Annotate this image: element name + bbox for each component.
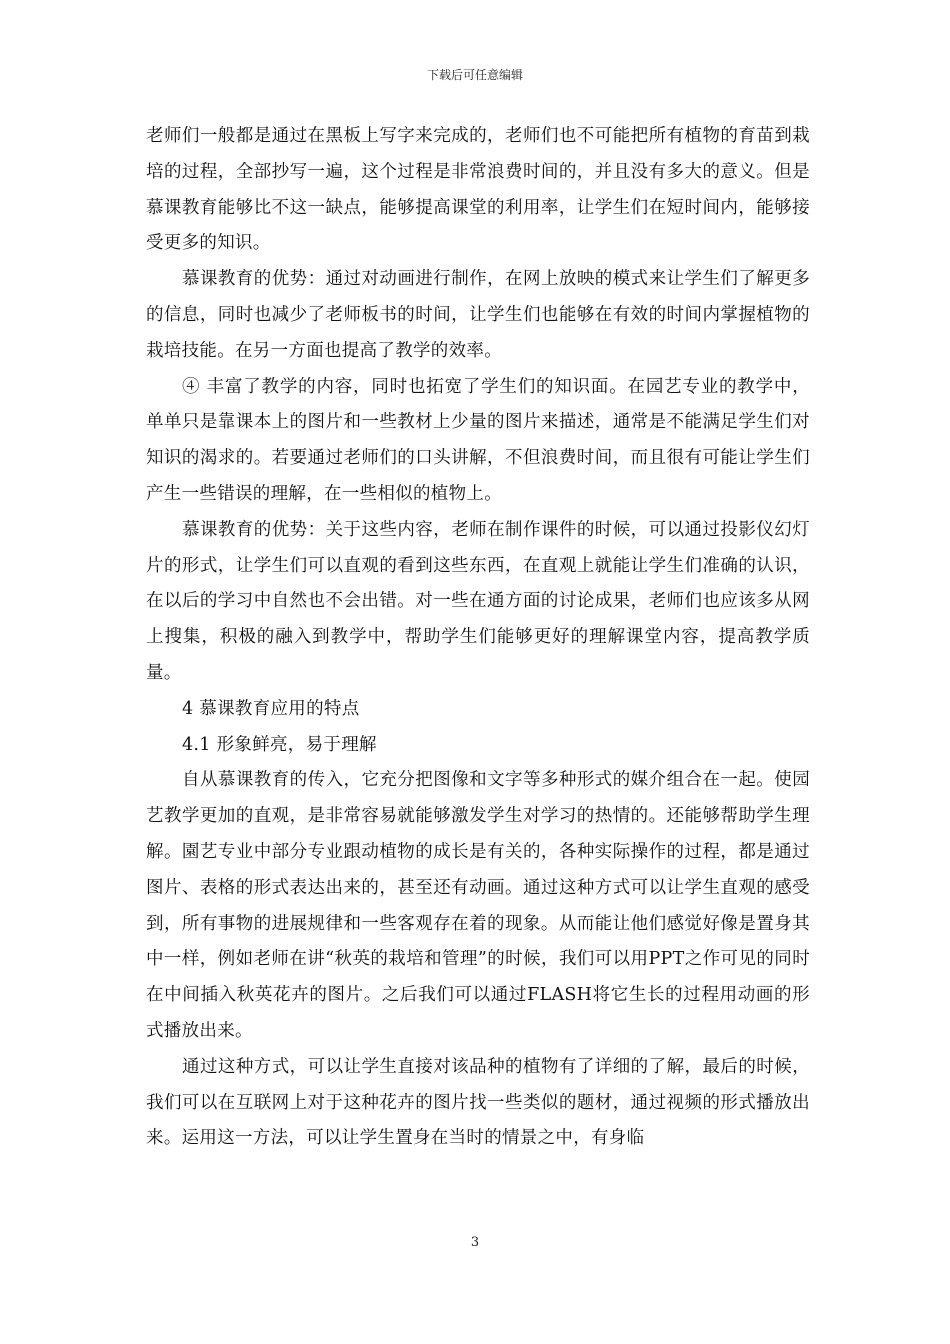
section-heading: 4 慕课教育应用的特点 — [182, 698, 360, 719]
paragraph: 慕课教育的优势：关于这些内容，老师在制作课件的时候，可以通过投影仪幻灯片的形式，让学生们可以直观的看到这些东西，在直观上就能让学生们准确的认识，在以后的学习中自然也不会出错。对一些在通方面的讨论成果，老师们也应该多从网上搜集，积极的融入到教学中，帮助学生们能够更好的理解课堂内容，提高教学质量。 — [146, 519, 810, 683]
subsection-heading: 4.1 形象鲜亮，易于理解 — [182, 734, 377, 755]
page-number: 3 — [470, 1235, 480, 1250]
document-body — [146, 119, 810, 1157]
paragraph: 通过这种方式，可以让学生直接对该品种的植物有了详细的了解，最后的时候，我们可以在互联网上对于这种花卉的图片找一些类似的题材，通过视频的形式播放出来。运用这一方法，可以让学生置身在当时的情景之中，有身临 — [146, 1056, 810, 1149]
paragraph: 慕课教育的优势：通过对动画进行制作，在网上放映的模式来让学生们了解更多的信息，同时也减少了老师板书的时间，让学生们也能够在有效的时间内掌握植物的栽培技能。在另一方面也提高了教学的效率。 — [146, 269, 810, 361]
paragraph: 自从慕课教育的传入，它充分把图像和文字等多种形式的媒介组合在一起。使园艺教学更加的直观，是非常容易就能够激发学生对学习的热情的。还能够帮助学生理解。園艺专业中部分专业跟动植物的成长是有关的，各种实际操作的过程，都是通过图片、表格的形式表达出来的，甚至还有动画。通过这种方式可以让学生直观的感受到，所有事物的进展规律和一些客观存在着的现象。从而能让他们感觉好像是置身其中一样，例如老师在讲“秋英的栽培和管理”的时候，我们可以用PPT之作可见的同时在中间插入秋英花卉的图片。之后我们可以通过FLASH将它生长的过程用动画的形式播放出来。 — [146, 770, 810, 1041]
paragraph: 老师们一般都是通过在黑板上写字来完成的，老师们也不可能把所有植物的育苗到栽培的过程，全部抄写一遍，这个过程是非常浪费时间的，并且没有多大的意义。但是慕课教育能够比不这一缺点，能够提高课堂的利用率，让学生们在短时间内，能够接受更多的知识。 — [146, 126, 810, 254]
paragraph: ④ 丰富了教学的内容，同时也拓宽了学生们的知识面。在园艺专业的教学中，单单只是靠课本上的图片和一些教材上少量的图片来描述，通常是不能满足学生们对知识的渴求的。若要通过老师们的口头讲解，不但浪费时间，而且很有可能让学生们产生一些错误的理解，在一些相似的植物上。 — [146, 376, 810, 504]
page-header: 下载后可任意编辑 — [426, 68, 523, 82]
